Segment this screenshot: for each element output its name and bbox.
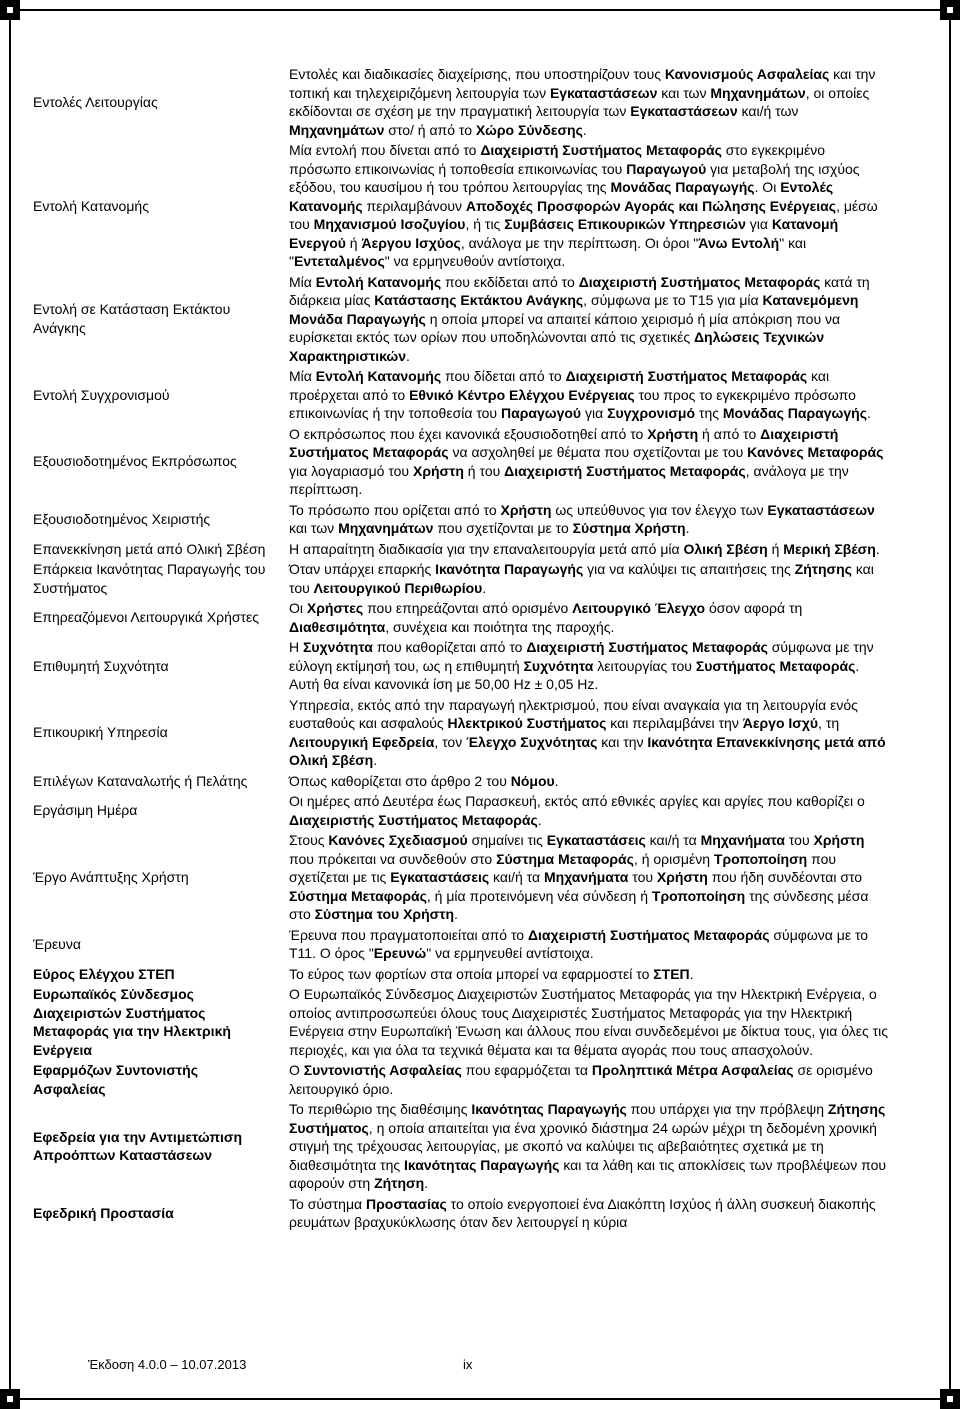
- glossary-definition: [289, 1194, 890, 1233]
- defined-term-reference: Συμβάσεις Επικουρικών Υπηρεσιών: [504, 216, 746, 232]
- glossary-term: Εφεδρεία για την Αντιμετώπιση Απροόπτων Καταστάσεων: [33, 1128, 243, 1164]
- defined-term-reference: Χρήστες: [306, 600, 364, 616]
- glossary-term: Επάρκεια Ικανότητας Παραγωγής του Συστήματος: [33, 561, 266, 596]
- definition-text: Οι ημέρες από Δευτέρα έως Παρασκευή, εκτός από εθνικές αργίες και αργίες που καθορίζει ο: [289, 793, 865, 809]
- glossary-row: [33, 984, 890, 1060]
- glossary-term: Επανεκκίνηση μετά από Ολική Σβέση: [33, 540, 266, 557]
- definition-text: κατά τη διάρκεια μίας: [289, 273, 870, 308]
- defined-term-reference: Εγκαταστάσεις: [546, 832, 646, 848]
- defined-term-reference: Εθνικό Κέντρο Ελέγχου Ενέργειας: [409, 386, 635, 403]
- definition-text: του: [784, 832, 814, 848]
- defined-term-reference: Λειτουργικού Περιθωρίου: [313, 579, 483, 596]
- definition-text: Υπηρεσία, εκτός από την παραγωγή ηλεκτρισμού, που είναι αναγκαία για τη λειτουργία ενός ευσταθούς και ασφαλούς: [289, 696, 858, 731]
- definition-text: που ήδη συνδέονται στο: [707, 869, 863, 885]
- defined-term-reference: Συχνότητα: [303, 639, 373, 655]
- definition-text: του προς το εγκεκριμένο πρόσωπο επικοινωνίας ή την τοποθεσία του: [289, 386, 856, 421]
- glossary-row: [33, 272, 890, 367]
- glossary-term: Επιθυμητή Συχνότητα: [33, 657, 169, 674]
- glossary-term: Επιλέγων Καταναλωτής ή Πελάτης: [33, 772, 248, 789]
- defined-term-reference: Σύστημα Χρήστη: [572, 520, 686, 536]
- definition-text: .: [424, 1175, 429, 1191]
- glossary-row: [33, 539, 890, 560]
- glossary-term: Εντολή Κατανομής: [33, 197, 149, 214]
- definition-text: σε ορισμένο λειτουργικό όριο.: [289, 1062, 873, 1097]
- definition-text: Η: [289, 639, 303, 655]
- definition-text: και των: [657, 84, 711, 101]
- defined-term-reference: Ικανότητας Παραγωγής: [404, 1156, 560, 1173]
- defined-term-reference: Μηχανισμού Ισοζυγίου: [313, 216, 466, 232]
- defined-term-reference: Διαχειριστή Συστήματος Μεταφοράς: [565, 368, 808, 384]
- definition-text: όσον αφορά τη: [705, 600, 803, 616]
- glossary-row: [33, 1194, 890, 1233]
- glossary-row: [33, 500, 890, 539]
- definition-text: Οι: [289, 600, 307, 616]
- definition-text: που επηρεάζονται από ορισμένο: [363, 600, 573, 616]
- definition-text: και την: [597, 733, 648, 750]
- glossary-definition: [289, 964, 890, 985]
- definition-text: , συνέχεια και ποιότητα της παροχής.: [385, 618, 615, 635]
- defined-term-reference: Χρήστη: [500, 501, 552, 518]
- definition-text: ή: [345, 234, 362, 251]
- glossary-table: [33, 64, 890, 1233]
- definition-text: στο/ ή από το: [384, 121, 476, 138]
- definition-text: σύμφωνα με την εύλογη εκτίμησή του, ως η επιθυμητή: [289, 639, 874, 674]
- defined-term-reference: Τροποποίηση: [713, 850, 808, 867]
- defined-term-reference: Ζήτησης Συστήματος: [289, 1101, 886, 1136]
- glossary-definition: [289, 771, 890, 792]
- defined-term-reference: Παραγωγού: [500, 405, 582, 421]
- definition-text: και του: [289, 561, 874, 596]
- definition-text: ως υπεύθυνος για τον έλεγχο των: [551, 501, 768, 518]
- definition-text: Εντολές και διαδικασίες διαχείρισης, που υποστηρίζουν τους: [289, 66, 665, 82]
- definition-text: , σύμφωνα με το Τ15 για μία: [583, 292, 763, 308]
- glossary-row: [33, 559, 890, 598]
- definition-text: το οποίο ενεργοποιεί ένα Διακόπτη Ισχύος ή άλλη συσκευή διακοπής ρευμάτων βραχυκύκλωσης όταν δεν λειτουργεί η κύρια: [289, 1195, 876, 1230]
- glossary-term: Επηρεαζόμενοι Λειτουργικά Χρήστες: [33, 609, 260, 626]
- glossary-term: Εντολές Λειτουργίας: [33, 93, 158, 110]
- definition-text: για να καλύψει τις απαιτήσεις της: [583, 561, 795, 577]
- defined-term-reference: Διαχειριστή Συστήματος Μεταφοράς: [480, 142, 722, 158]
- definition-text: ή από το: [698, 425, 761, 442]
- definition-text: , ανάλογα με την περίπτωση. Οι όροι ": [460, 234, 699, 251]
- definition-text: που πρόκειται να συνδεθούν στο: [289, 850, 497, 867]
- definition-text: σημαίνει τις: [467, 832, 547, 848]
- glossary-definition: [289, 637, 890, 695]
- defined-term-reference: Κατάστασης Εκτάκτου Ανάγκης: [374, 292, 584, 308]
- defined-term-reference: Εγκαταστάσεων: [630, 103, 738, 119]
- definition-text: Το σύστημα: [289, 1195, 366, 1212]
- definition-text: , οι οποίες εκδίδονται σε σχέση με την πραγματική λειτουργία των: [289, 84, 870, 119]
- definition-text: και/ή τα: [489, 869, 544, 885]
- defined-term-reference: Κανονισμούς Ασφαλείας: [664, 66, 830, 82]
- defined-term-reference: Παραγωγού: [626, 160, 707, 177]
- glossary-definition: [289, 830, 890, 925]
- definition-text: Ο Ευρωπαϊκός Σύνδεσμος Διαχειριστών Συστήματος Μεταφοράς για την Ηλεκτρική Ενέργεια, ο οποίος αντιπροσωπεύει όλους τους Διαχειριστές Συστήματος Μεταφοράς για την Ηλεκτρική Ενέργεια στην Ευρωπαϊκή Ένωση και άλλους που είναι συνδεδεμένοι με δίκτυα τους, για όλες τις περιοχές, και για όλα τα τεχνικά θέματα και τα θέματα αγοράς που τους απασχολούν.: [289, 986, 889, 1058]
- defined-term-reference: Ικανότητα Επανεκκίνησης μετά από Ολική Σβέση: [289, 733, 886, 768]
- definition-text: .: [875, 540, 880, 557]
- definition-text: , η οποία απαιτείται για ένα χρονικό διάστημα 24 ωρών μέχρι τη δεδομένη χρονική στιγμή της τρέχουσας λειτουργίας, με σκοπό να καλύψει τις αβεβαιότητες σχετικά με τη διαθεσιμότητα της: [289, 1119, 877, 1173]
- defined-term-reference: Εντολές Κατανομής: [289, 179, 834, 214]
- glossary-definition: [289, 1099, 890, 1194]
- footer-version: Έκδοση 4.0.0 – 10.07.2013: [88, 1357, 247, 1372]
- definition-text: Η απαραίτητη διαδικασία για την επαναλειτουργία μετά από μία: [289, 540, 684, 557]
- glossary-row: [33, 64, 890, 140]
- defined-term-reference: Ηλεκτρικού Συστήματος: [447, 715, 607, 731]
- corner-ornament-icon: [940, 1389, 960, 1409]
- corner-ornament-icon: [0, 1389, 20, 1409]
- definition-text: για μεταβολή της ισχύος εξόδου, του καυσίμου ή του τρόπου λειτουργίας της: [289, 160, 860, 195]
- defined-term-reference: Συχνότητα: [523, 657, 594, 674]
- defined-term-reference: Μονάδας Παραγωγής: [722, 405, 867, 421]
- glossary-term: Εφεδρική Προστασία: [33, 1204, 174, 1221]
- glossary-definition: [289, 272, 890, 367]
- glossary-row: [33, 791, 890, 830]
- definition-text: .: [689, 965, 694, 982]
- definition-text: της σύνδεσης μέσα στο: [289, 887, 869, 922]
- defined-term-reference: Μηχανήματα: [543, 869, 629, 885]
- defined-term-reference: Εντολή Κατανομής: [315, 273, 442, 290]
- definition-text: η οποία μπορεί να απαιτεί κάποιο χειρισμό ή μία απόκριση που να ευρίσκεται εκτός των ορίων που υποδηλώνονται από τις σχετικές: [289, 310, 841, 345]
- glossary-definition: [289, 984, 890, 1060]
- definition-text: και τα λάθη και τις αποκλίσεις των προβλέψεων που αφορούν στη: [289, 1156, 887, 1191]
- definition-text: που σχετίζεται με τις: [289, 850, 837, 885]
- definition-text: Όταν υπάρχει επαρκής: [289, 561, 436, 577]
- definition-text: " να ερμηνευθεί αντίστοιχα.: [426, 945, 594, 961]
- definition-text: λειτουργίας του: [593, 657, 696, 674]
- glossary-row: [33, 598, 890, 637]
- defined-term-reference: Χρήστη: [647, 425, 699, 442]
- definition-text: που υπάρχει για την πρόβλεψη: [626, 1101, 828, 1117]
- defined-term-reference: Διαχειριστή Συστήματος Μεταφοράς: [527, 926, 770, 943]
- defined-term-reference: Κανόνες Σχεδιασμού: [328, 832, 468, 848]
- glossary-row: [33, 771, 890, 792]
- defined-term-reference: Διαχειριστή Συστήματος Μεταφοράς: [289, 425, 839, 460]
- defined-term-reference: Χρήστη: [656, 869, 708, 885]
- definition-text: της: [695, 405, 723, 421]
- definition-text: , ή ορισμένη: [633, 850, 714, 867]
- corner-ornament-icon: [0, 0, 20, 20]
- glossary-definition: [289, 598, 890, 637]
- glossary-row: [33, 830, 890, 925]
- defined-term-reference: Μηχανήματα: [700, 832, 785, 848]
- definition-text: , τη: [818, 715, 840, 731]
- glossary-definition: [289, 539, 890, 560]
- definition-text: περιλαμβάνουν: [362, 197, 466, 214]
- definition-text: να ασχοληθεί με θέματα που σχετίζονται με του: [448, 444, 748, 460]
- defined-term-reference: Προστασίας: [366, 1195, 447, 1212]
- definition-text: σύμφωνα με το Τ11. Ο όρος ": [289, 926, 869, 961]
- defined-term-reference: Σύστημα του Χρήστη: [314, 906, 455, 922]
- definition-text: του: [628, 869, 657, 885]
- definition-text: .: [454, 906, 458, 922]
- definition-text: για λογαριασμό του: [289, 462, 413, 479]
- defined-term-reference: Μηχανημάτων: [289, 121, 385, 138]
- definition-text: , ή τις: [465, 216, 505, 232]
- definition-text: , ανάλογα με την περίπτωση.: [289, 462, 849, 497]
- definition-text: , τον: [434, 733, 467, 750]
- defined-term-reference: Άνω Εντολή: [698, 234, 780, 251]
- defined-term-reference: Ζήτηση: [374, 1175, 425, 1191]
- defined-term-reference: Εγκαταστάσεων: [549, 84, 658, 101]
- glossary-definition: [289, 424, 890, 500]
- defined-term-reference: Ολική Σβέση: [683, 540, 768, 557]
- glossary-definition: [289, 559, 890, 598]
- defined-term-reference: Προληπτικά Μέτρα Ασφαλείας: [591, 1062, 794, 1078]
- definition-text: Έρευνα που πραγματοποιείται από το: [289, 926, 528, 943]
- glossary-row: [33, 424, 890, 500]
- glossary-term: Εργάσιμη Ημέρα: [33, 802, 138, 819]
- defined-term-reference: Δηλώσεις Τεχνικών Χαρακτηριστικών: [289, 329, 825, 364]
- defined-term-reference: Συντονιστής Ασφαλείας: [303, 1062, 462, 1078]
- defined-term-reference: Νόμου: [510, 772, 555, 789]
- glossary-row: [33, 366, 890, 424]
- definition-text: Στους: [289, 832, 329, 848]
- definition-text: . Αυτή θα είναι κανονικά ίση με 50,00 Hz ± 0,05 Hz.: [289, 657, 860, 692]
- defined-term-reference: Ερευνώ: [373, 945, 427, 961]
- definition-text: που καθορίζεται από το: [372, 639, 527, 655]
- defined-term-reference: Διαχειριστή Συστήματος Μεταφοράς: [504, 462, 746, 479]
- glossary-definition: [289, 366, 890, 424]
- defined-term-reference: Κανόνες Μεταφοράς: [747, 444, 884, 460]
- glossary-definition: [289, 64, 890, 140]
- defined-term-reference: ΣΤΕΠ: [653, 965, 690, 982]
- defined-term-reference: Εγκαταστάσεις: [390, 869, 490, 885]
- corner-ornament-icon: [940, 0, 960, 20]
- glossary-row: [33, 1060, 890, 1099]
- defined-term-reference: Διαχειριστή Συστήματος Μεταφοράς: [578, 273, 821, 290]
- glossary-term: Εφαρμόζων Συντονιστής Ασφαλείας: [33, 1062, 198, 1097]
- glossary-term: Έρευνα: [33, 935, 81, 952]
- glossary-definition: [289, 925, 890, 964]
- glossary-term: Ευρωπαϊκός Σύνδεσμος Διαχειριστών Συστήματος Μεταφοράς για την Ηλεκτρική Ενέργεια: [33, 986, 231, 1058]
- definition-text: Μία: [289, 273, 316, 290]
- glossary-row: [33, 695, 890, 771]
- glossary-term: Εύρος Ελέγχου ΣΤΕΠ: [33, 965, 175, 982]
- glossary-definition: [289, 500, 890, 539]
- glossary-body: [33, 64, 890, 1233]
- defined-term-reference: Κατανομή Ενεργού: [289, 216, 839, 251]
- definition-text: " και ": [289, 234, 807, 269]
- defined-term-reference: Χρήστη: [412, 462, 464, 479]
- defined-term-reference: Διαθεσιμότητα: [289, 618, 386, 635]
- glossary-definition: [289, 791, 890, 830]
- defined-term-reference: Κατανεμόμενη Μονάδα Παραγωγής: [289, 292, 859, 327]
- definition-text: για: [745, 216, 772, 232]
- defined-term-reference: Λειτουργική Εφεδρεία: [289, 733, 435, 750]
- defined-term-reference: Μηχανημάτων: [710, 84, 806, 101]
- defined-term-reference: Άεργο Ισχύ: [742, 715, 819, 731]
- glossary-term: Εξουσιοδοτημένος Εκπρόσωπος: [33, 453, 237, 470]
- definition-text: .: [866, 405, 871, 421]
- definition-text: που εφαρμόζεται τα: [461, 1062, 592, 1078]
- definition-text: Ο εκπρόσωπος που έχει κανονικά εξουσιοδοτηθεί από το: [289, 425, 648, 442]
- glossary-term: Εντολή σε Κατάσταση Εκτάκτου Ανάγκης: [33, 301, 231, 336]
- definition-text: Το περιθώριο της διαθέσιμης: [289, 1101, 472, 1117]
- defined-term-reference: Μηχανημάτων: [338, 520, 434, 536]
- definition-text: " να ερμηνευθούν αντίστοιχα.: [384, 253, 566, 269]
- page-number: ix: [463, 1357, 473, 1372]
- definition-text: .: [685, 520, 690, 536]
- definition-text: . Οι: [754, 179, 781, 195]
- definition-text: και περιλαμβάνει την: [606, 715, 743, 731]
- definition-text: που δίδεται από το: [441, 368, 566, 384]
- defined-term-reference: Εγκαταστάσεων: [767, 501, 875, 518]
- glossary-term: Έργο Ανάπτυξης Χρήστη: [33, 869, 189, 885]
- definition-text: .: [582, 121, 587, 138]
- defined-term-reference: Διαχειριστή Συστήματος Μεταφοράς: [526, 639, 768, 655]
- definition-text: , μέσω του: [289, 197, 878, 232]
- definition-text: που σχετίζονται με το: [433, 520, 573, 536]
- definition-text: Το εύρος των φορτίων στα οποία μπορεί να εφαρμοστεί το: [289, 965, 654, 982]
- definition-text: , ή μία προτεινόμενη νέα σύνδεση ή: [426, 887, 652, 904]
- glossary-row: [33, 964, 890, 985]
- defined-term-reference: Μονάδας Παραγωγής: [610, 179, 755, 195]
- defined-term-reference: Εντολή Κατανομής: [315, 368, 442, 384]
- defined-term-reference: Μερική Σβέση: [783, 540, 876, 557]
- defined-term-reference: Ζήτησης: [794, 561, 852, 577]
- defined-term-reference: Άεργου Ισχύος: [361, 234, 461, 251]
- definition-text: Μία εντολή που δίνεται από το: [289, 142, 481, 158]
- defined-term-reference: Σύστημα Μεταφοράς: [289, 887, 427, 904]
- defined-term-reference: Χρήστη: [813, 832, 865, 848]
- glossary-row: [33, 637, 890, 695]
- defined-term-reference: Αποδοχές Προσφορών Αγοράς και Πώλησης Ενέργειας: [465, 197, 837, 214]
- glossary-row: [33, 140, 890, 272]
- glossary-row: [33, 925, 890, 964]
- definition-text: για: [581, 405, 608, 421]
- definition-text: στο εγκεκριμένο πρόσωπο επικοινωνίας ή τοποθεσία επικοινωνίας του: [289, 142, 826, 177]
- defined-term-reference: Λειτουργικό Έλεγχο: [572, 600, 706, 616]
- definition-text: .: [406, 347, 410, 364]
- definition-text: ή: [767, 540, 784, 557]
- glossary-term: Εντολή Συγχρονισμού: [33, 386, 170, 403]
- glossary-term: Επικουρική Υπηρεσία: [33, 724, 168, 741]
- definition-text: και προέρχεται από το: [289, 368, 830, 403]
- glossary-row: [33, 1099, 890, 1194]
- glossary-term: Εξουσιοδοτημένος Χειριστής: [33, 510, 211, 527]
- definition-text: και την τοπική και τηλεχειριζόμενη λειτουργία των: [289, 66, 876, 101]
- definition-text: .: [482, 579, 487, 596]
- definition-text: και των: [289, 520, 339, 536]
- definition-text: και/ή των: [737, 103, 799, 119]
- defined-term-reference: Διαχειριστής Συστήματος Μεταφοράς: [289, 811, 538, 828]
- glossary-definition: [289, 695, 890, 771]
- definition-text: και/ή τα: [645, 832, 701, 848]
- defined-term-reference: Τροποποίηση: [651, 887, 746, 904]
- definition-text: .: [373, 752, 378, 768]
- definition-text: που εκδίδεται από το: [441, 273, 579, 290]
- defined-term-reference: Ικανότητα Παραγωγής: [435, 561, 584, 577]
- defined-term-reference: Έλεγχο Συχνότητας: [466, 733, 598, 750]
- definition-text: Το πρόσωπο που ορίζεται από το: [289, 501, 501, 518]
- defined-term-reference: Χώρο Σύνδεσης: [475, 121, 583, 138]
- defined-term-reference: Συγχρονισμό: [607, 405, 696, 421]
- glossary-definition: [289, 140, 890, 272]
- definition-text: .: [537, 811, 542, 828]
- definition-text: .: [554, 772, 559, 789]
- definition-text: Ο: [289, 1062, 304, 1078]
- definition-text: Όπως καθορίζεται στο άρθρο 2 του: [289, 772, 511, 789]
- definition-text: Μία: [289, 368, 316, 384]
- defined-term-reference: Συστήματος Μεταφοράς: [695, 657, 856, 674]
- defined-term-reference: Εντεταλμένος: [293, 253, 385, 269]
- defined-term-reference: Σύστημα Μεταφοράς: [496, 850, 634, 867]
- defined-term-reference: Ικανότητας Παραγωγής: [471, 1101, 627, 1117]
- glossary-definition: [289, 1060, 890, 1099]
- definition-text: ή του: [463, 462, 505, 479]
